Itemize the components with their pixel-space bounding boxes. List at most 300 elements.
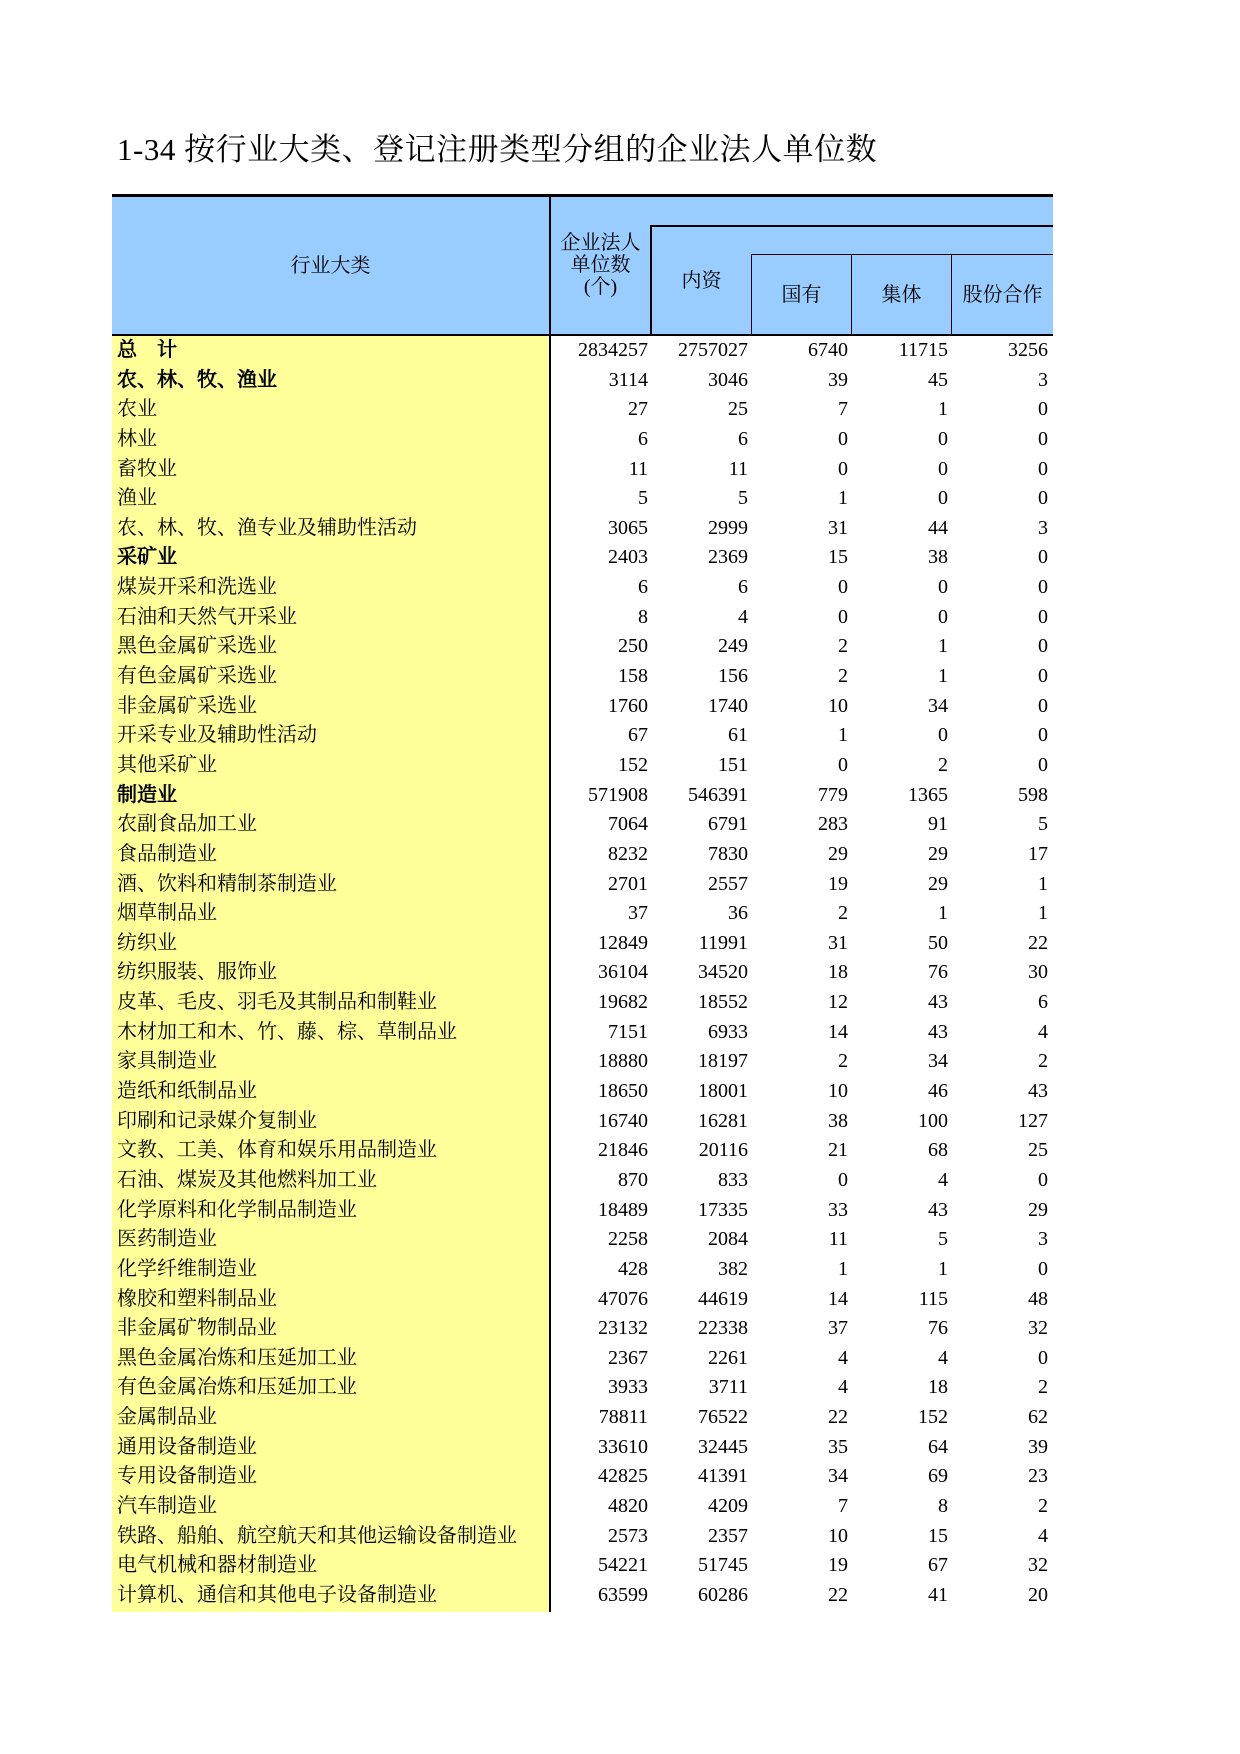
cell-total-units: 67 bbox=[628, 724, 648, 747]
cell-collective: 1 bbox=[938, 902, 948, 925]
cell-collective: 45 bbox=[928, 368, 948, 391]
header-total-line1: 企业法人 bbox=[560, 232, 641, 254]
table-row bbox=[112, 1462, 1053, 1492]
cell-total-units: 2403 bbox=[608, 546, 648, 569]
table-row bbox=[112, 1136, 1053, 1166]
row-industry-name: 黑色金属冶炼和压延加工业 bbox=[117, 1346, 357, 1369]
row-industry-name: 农业 bbox=[117, 398, 157, 421]
cell-total-units: 78811 bbox=[598, 1406, 648, 1429]
header-collective: 集体 bbox=[881, 284, 922, 306]
cell-state-owned: 0 bbox=[838, 576, 848, 599]
cell-collective: 76 bbox=[928, 1317, 948, 1340]
cell-total-units: 2573 bbox=[608, 1524, 648, 1547]
cell-state-owned: 33 bbox=[828, 1198, 848, 1221]
table-row bbox=[112, 662, 1053, 692]
cell-state-owned: 38 bbox=[828, 1109, 848, 1132]
table-row bbox=[112, 692, 1053, 722]
cell-total-units: 3114 bbox=[608, 368, 648, 391]
row-industry-name: 农副食品加工业 bbox=[117, 813, 257, 836]
row-industry-name: 酒、饮料和精制茶制造业 bbox=[117, 872, 337, 895]
row-industry-name: 木材加工和木、竹、藤、棕、草制品业 bbox=[117, 1020, 457, 1043]
table-row bbox=[112, 603, 1053, 633]
cell-state-owned: 11 bbox=[828, 1228, 848, 1251]
cell-state-owned: 19 bbox=[828, 1554, 848, 1577]
cell-joint-stock: 2 bbox=[1038, 1050, 1048, 1073]
cell-state-owned: 7 bbox=[838, 1494, 848, 1517]
table-row bbox=[112, 899, 1053, 929]
table-row bbox=[112, 1077, 1053, 1107]
table-row bbox=[112, 573, 1053, 603]
cell-domestic: 41391 bbox=[698, 1465, 748, 1488]
row-industry-name: 烟草制品业 bbox=[117, 902, 217, 925]
cell-joint-stock: 0 bbox=[1038, 398, 1048, 421]
header-industry: 行业大类 bbox=[290, 255, 371, 277]
cell-collective: 68 bbox=[928, 1139, 948, 1162]
row-industry-name: 黑色金属矿采选业 bbox=[117, 635, 277, 658]
cell-joint-stock: 23 bbox=[1028, 1465, 1048, 1488]
cell-state-owned: 283 bbox=[818, 813, 848, 836]
cell-state-owned: 35 bbox=[828, 1435, 848, 1458]
cell-joint-stock: 0 bbox=[1038, 487, 1048, 510]
row-industry-name: 煤炭开采和洗选业 bbox=[117, 576, 277, 599]
cell-collective: 76 bbox=[928, 961, 948, 984]
cell-state-owned: 2 bbox=[838, 665, 848, 688]
cell-joint-stock: 30 bbox=[1028, 961, 1048, 984]
cell-state-owned: 1 bbox=[838, 1257, 848, 1280]
table-row bbox=[112, 840, 1053, 870]
cell-domestic: 4209 bbox=[708, 1494, 748, 1517]
cell-collective: 67 bbox=[928, 1554, 948, 1577]
cell-domestic: 382 bbox=[718, 1257, 748, 1280]
table-row bbox=[112, 1344, 1053, 1374]
header-total-line2: 单位数 bbox=[570, 254, 631, 276]
cell-domestic: 546391 bbox=[688, 783, 748, 806]
cell-joint-stock: 0 bbox=[1038, 635, 1048, 658]
cell-total-units: 27 bbox=[628, 398, 648, 421]
row-industry-name: 计算机、通信和其他电子设备制造业 bbox=[117, 1583, 437, 1606]
table-row bbox=[112, 1522, 1053, 1552]
cell-domestic: 44619 bbox=[698, 1287, 748, 1310]
cell-joint-stock: 3 bbox=[1038, 1228, 1048, 1251]
table-row bbox=[112, 1314, 1053, 1344]
cell-joint-stock: 2 bbox=[1038, 1494, 1048, 1517]
cell-collective: 1365 bbox=[908, 783, 948, 806]
row-industry-name: 纺织服装、服饰业 bbox=[117, 961, 277, 984]
cell-collective: 152 bbox=[918, 1406, 948, 1429]
cell-joint-stock: 20 bbox=[1028, 1583, 1048, 1606]
cell-domestic: 34520 bbox=[698, 961, 748, 984]
header-state-owned: 国有 bbox=[781, 284, 822, 306]
row-industry-name: 农、林、牧、渔业 bbox=[117, 368, 277, 391]
cell-domestic: 6791 bbox=[708, 813, 748, 836]
row-industry-name: 橡胶和塑料制品业 bbox=[117, 1287, 277, 1310]
table-row bbox=[112, 1285, 1053, 1315]
cell-total-units: 23132 bbox=[598, 1317, 648, 1340]
cell-domestic: 2757027 bbox=[678, 339, 748, 361]
row-industry-name: 渔业 bbox=[117, 487, 157, 510]
cell-state-owned: 0 bbox=[838, 1168, 848, 1191]
cell-state-owned: 18 bbox=[828, 961, 848, 984]
cell-collective: 0 bbox=[938, 427, 948, 450]
cell-state-owned: 10 bbox=[828, 694, 848, 717]
table-row bbox=[112, 721, 1053, 751]
cell-joint-stock: 0 bbox=[1038, 724, 1048, 747]
table-row bbox=[112, 751, 1053, 781]
cell-domestic: 76522 bbox=[698, 1406, 748, 1429]
cell-domestic: 2999 bbox=[708, 516, 748, 539]
cell-state-owned: 0 bbox=[838, 457, 848, 480]
cell-collective: 91 bbox=[928, 813, 948, 836]
cell-domestic: 151 bbox=[718, 753, 748, 776]
table-row bbox=[112, 1433, 1053, 1463]
cell-domestic: 25 bbox=[728, 398, 748, 421]
cell-domestic: 36 bbox=[728, 902, 748, 925]
cell-collective: 44 bbox=[928, 516, 948, 539]
row-industry-name: 铁路、船舶、航空航天和其他运输设备制造业 bbox=[117, 1524, 517, 1547]
row-industry-name: 有色金属冶炼和压延加工业 bbox=[117, 1376, 357, 1399]
cell-total-units: 6 bbox=[638, 427, 648, 450]
cell-collective: 43 bbox=[928, 1020, 948, 1043]
cell-domestic: 2261 bbox=[708, 1346, 748, 1369]
row-industry-name: 皮革、毛皮、羽毛及其制品和制鞋业 bbox=[117, 991, 437, 1014]
cell-state-owned: 779 bbox=[818, 783, 848, 806]
row-industry-name: 其他采矿业 bbox=[117, 753, 217, 776]
cell-joint-stock: 0 bbox=[1038, 427, 1048, 450]
cell-state-owned: 31 bbox=[828, 931, 848, 954]
cell-collective: 4 bbox=[938, 1168, 948, 1191]
cell-joint-stock: 32 bbox=[1028, 1554, 1048, 1577]
row-industry-name: 开采专业及辅助性活动 bbox=[117, 724, 317, 747]
cell-total-units: 16740 bbox=[598, 1109, 648, 1132]
cell-collective: 43 bbox=[928, 1198, 948, 1221]
cell-collective: 4 bbox=[938, 1346, 948, 1369]
cell-joint-stock: 48 bbox=[1028, 1287, 1048, 1310]
table-row bbox=[112, 1403, 1053, 1433]
table-row bbox=[112, 929, 1053, 959]
table-row bbox=[112, 425, 1053, 455]
cell-domestic: 2084 bbox=[708, 1228, 748, 1251]
cell-total-units: 12849 bbox=[598, 931, 648, 954]
cell-state-owned: 22 bbox=[828, 1583, 848, 1606]
cell-joint-stock: 1 bbox=[1038, 872, 1048, 895]
cell-collective: 46 bbox=[928, 1080, 948, 1103]
cell-domestic: 61 bbox=[728, 724, 748, 747]
cell-total-units: 18880 bbox=[598, 1050, 648, 1073]
cell-domestic: 6 bbox=[738, 576, 748, 599]
table-row bbox=[112, 958, 1053, 988]
cell-collective: 38 bbox=[928, 546, 948, 569]
cell-joint-stock: 0 bbox=[1038, 1168, 1048, 1191]
cell-domestic: 18197 bbox=[698, 1050, 748, 1073]
cell-joint-stock: 17 bbox=[1028, 842, 1048, 865]
cell-collective: 41 bbox=[928, 1583, 948, 1606]
cell-total-units: 5 bbox=[638, 487, 648, 510]
cell-collective: 34 bbox=[928, 1050, 948, 1073]
row-industry-name: 化学纤维制造业 bbox=[117, 1257, 257, 1280]
cell-joint-stock: 0 bbox=[1038, 1346, 1048, 1369]
cell-joint-stock: 3256 bbox=[1008, 339, 1048, 361]
cell-total-units: 8232 bbox=[608, 842, 648, 865]
cell-total-units: 7151 bbox=[608, 1020, 648, 1043]
cell-collective: 64 bbox=[928, 1435, 948, 1458]
table-row bbox=[112, 1255, 1053, 1285]
cell-total-units: 3065 bbox=[608, 516, 648, 539]
cell-total-units: 33610 bbox=[598, 1435, 648, 1458]
cell-state-owned: 0 bbox=[838, 753, 848, 776]
cell-domestic: 1740 bbox=[708, 694, 748, 717]
header-total-units bbox=[551, 230, 650, 300]
table-row bbox=[112, 543, 1053, 573]
table-row bbox=[112, 336, 1053, 366]
row-industry-name: 纺织业 bbox=[117, 931, 177, 954]
cell-collective: 1 bbox=[938, 398, 948, 421]
cell-domestic: 6933 bbox=[708, 1020, 748, 1043]
cell-total-units: 42825 bbox=[598, 1465, 648, 1488]
cell-total-units: 7064 bbox=[608, 813, 648, 836]
cell-domestic: 4 bbox=[738, 605, 748, 628]
table-row bbox=[112, 1166, 1053, 1196]
cell-state-owned: 7 bbox=[838, 398, 848, 421]
table-body bbox=[112, 336, 1053, 1611]
cell-total-units: 47076 bbox=[598, 1287, 648, 1310]
row-industry-name: 金属制品业 bbox=[117, 1406, 217, 1429]
cell-state-owned: 34 bbox=[828, 1465, 848, 1488]
cell-collective: 2 bbox=[938, 753, 948, 776]
row-industry-name: 非金属矿物制品业 bbox=[117, 1317, 277, 1340]
cell-collective: 18 bbox=[928, 1376, 948, 1399]
cell-domestic: 32445 bbox=[698, 1435, 748, 1458]
cell-joint-stock: 2 bbox=[1038, 1376, 1048, 1399]
cell-collective: 11715 bbox=[898, 339, 948, 361]
cell-collective: 0 bbox=[938, 457, 948, 480]
cell-total-units: 4820 bbox=[608, 1494, 648, 1517]
table-row bbox=[112, 1225, 1053, 1255]
cell-total-units: 37 bbox=[628, 902, 648, 925]
cell-state-owned: 37 bbox=[828, 1317, 848, 1340]
row-industry-name: 电气机械和器材制造业 bbox=[117, 1554, 317, 1577]
cell-collective: 50 bbox=[928, 931, 948, 954]
cell-domestic: 6 bbox=[738, 427, 748, 450]
cell-state-owned: 0 bbox=[838, 427, 848, 450]
row-industry-name: 畜牧业 bbox=[117, 457, 177, 480]
cell-state-owned: 29 bbox=[828, 842, 848, 865]
cell-total-units: 36104 bbox=[598, 961, 648, 984]
cell-state-owned: 21 bbox=[828, 1139, 848, 1162]
cell-total-units: 2701 bbox=[608, 872, 648, 895]
row-industry-name: 总 计 bbox=[117, 339, 177, 361]
cell-state-owned: 22 bbox=[828, 1406, 848, 1429]
cell-total-units: 250 bbox=[618, 635, 648, 658]
cell-collective: 69 bbox=[928, 1465, 948, 1488]
row-industry-name: 通用设备制造业 bbox=[117, 1435, 257, 1458]
table-row bbox=[112, 484, 1053, 514]
table-row bbox=[112, 1107, 1053, 1137]
cell-state-owned: 4 bbox=[838, 1376, 848, 1399]
row-industry-name: 制造业 bbox=[117, 783, 177, 806]
page-title: 1-34 按行业大类、登记注册类型分组的企业法人单位数 bbox=[117, 132, 878, 167]
cell-domestic: 51745 bbox=[698, 1554, 748, 1577]
cell-state-owned: 19 bbox=[828, 872, 848, 895]
cell-domestic: 3711 bbox=[708, 1376, 748, 1399]
cell-collective: 5 bbox=[938, 1228, 948, 1251]
row-industry-name: 农、林、牧、渔专业及辅助性活动 bbox=[117, 516, 417, 539]
cell-domestic: 3046 bbox=[708, 368, 748, 391]
cell-domestic: 16281 bbox=[698, 1109, 748, 1132]
cell-collective: 1 bbox=[938, 1257, 948, 1280]
cell-joint-stock: 62 bbox=[1028, 1406, 1048, 1429]
table-row bbox=[112, 1581, 1053, 1611]
cell-state-owned: 14 bbox=[828, 1287, 848, 1310]
cell-domestic: 60286 bbox=[698, 1583, 748, 1606]
cell-state-owned: 12 bbox=[828, 991, 848, 1014]
row-industry-name: 食品制造业 bbox=[117, 842, 217, 865]
cell-domestic: 833 bbox=[718, 1168, 748, 1191]
cell-joint-stock: 3 bbox=[1038, 368, 1048, 391]
cell-joint-stock: 1 bbox=[1038, 902, 1048, 925]
cell-joint-stock: 29 bbox=[1028, 1198, 1048, 1221]
cell-joint-stock: 0 bbox=[1038, 546, 1048, 569]
cell-collective: 15 bbox=[928, 1524, 948, 1547]
cell-domestic: 2557 bbox=[708, 872, 748, 895]
cell-total-units: 158 bbox=[618, 665, 648, 688]
table-row bbox=[112, 514, 1053, 544]
cell-total-units: 18489 bbox=[598, 1198, 648, 1221]
table-row bbox=[112, 1047, 1053, 1077]
cell-joint-stock: 25 bbox=[1028, 1139, 1048, 1162]
cell-total-units: 3933 bbox=[608, 1376, 648, 1399]
cell-total-units: 2258 bbox=[608, 1228, 648, 1251]
table-row bbox=[112, 988, 1053, 1018]
cell-joint-stock: 127 bbox=[1018, 1109, 1048, 1132]
cell-collective: 8 bbox=[938, 1494, 948, 1517]
cell-collective: 29 bbox=[928, 872, 948, 895]
table-row bbox=[112, 455, 1053, 485]
cell-collective: 115 bbox=[918, 1287, 948, 1310]
cell-joint-stock: 4 bbox=[1038, 1020, 1048, 1043]
cell-total-units: 18650 bbox=[598, 1080, 648, 1103]
cell-total-units: 63599 bbox=[598, 1583, 648, 1606]
cell-state-owned: 2 bbox=[838, 902, 848, 925]
cell-state-owned: 39 bbox=[828, 368, 848, 391]
cell-state-owned: 10 bbox=[828, 1080, 848, 1103]
table-row bbox=[112, 781, 1053, 811]
cell-total-units: 1760 bbox=[608, 694, 648, 717]
header-domestic: 内资 bbox=[681, 270, 722, 292]
header-joint-stock: 股份合作 bbox=[962, 284, 1043, 306]
cell-total-units: 11 bbox=[628, 457, 648, 480]
table-row bbox=[112, 810, 1053, 840]
cell-collective: 0 bbox=[938, 487, 948, 510]
cell-state-owned: 6740 bbox=[808, 339, 848, 361]
cell-total-units: 54221 bbox=[598, 1554, 648, 1577]
cell-joint-stock: 6 bbox=[1038, 991, 1048, 1014]
cell-total-units: 8 bbox=[638, 605, 648, 628]
cell-joint-stock: 39 bbox=[1028, 1435, 1048, 1458]
cell-joint-stock: 0 bbox=[1038, 605, 1048, 628]
cell-state-owned: 10 bbox=[828, 1524, 848, 1547]
row-industry-name: 汽车制造业 bbox=[117, 1494, 217, 1517]
cell-domestic: 156 bbox=[718, 665, 748, 688]
cell-domestic: 18552 bbox=[698, 991, 748, 1014]
cell-total-units: 428 bbox=[618, 1257, 648, 1280]
cell-joint-stock: 0 bbox=[1038, 694, 1048, 717]
cell-total-units: 571908 bbox=[588, 783, 648, 806]
cell-joint-stock: 43 bbox=[1028, 1080, 1048, 1103]
cell-state-owned: 2 bbox=[838, 1050, 848, 1073]
cell-domestic: 22338 bbox=[698, 1317, 748, 1340]
cell-joint-stock: 0 bbox=[1038, 576, 1048, 599]
cell-domestic: 11 bbox=[728, 457, 748, 480]
cell-total-units: 2834257 bbox=[578, 339, 648, 361]
cell-collective: 0 bbox=[938, 724, 948, 747]
row-industry-name: 化学原料和化学制品制造业 bbox=[117, 1198, 357, 1221]
row-industry-name: 石油和天然气开采业 bbox=[117, 605, 297, 628]
row-industry-name: 采矿业 bbox=[117, 546, 177, 569]
cell-total-units: 152 bbox=[618, 753, 648, 776]
cell-state-owned: 15 bbox=[828, 546, 848, 569]
cell-total-units: 2367 bbox=[608, 1346, 648, 1369]
cell-collective: 43 bbox=[928, 991, 948, 1014]
cell-state-owned: 1 bbox=[838, 724, 848, 747]
row-industry-name: 专用设备制造业 bbox=[117, 1465, 257, 1488]
row-industry-name: 家具制造业 bbox=[117, 1050, 217, 1073]
cell-collective: 34 bbox=[928, 694, 948, 717]
row-industry-name: 非金属矿采选业 bbox=[117, 694, 257, 717]
table-row bbox=[112, 1196, 1053, 1226]
cell-domestic: 7830 bbox=[708, 842, 748, 865]
cell-domestic: 2357 bbox=[708, 1524, 748, 1547]
cell-state-owned: 31 bbox=[828, 516, 848, 539]
cell-state-owned: 14 bbox=[828, 1020, 848, 1043]
table-row bbox=[112, 366, 1053, 396]
cell-joint-stock: 4 bbox=[1038, 1524, 1048, 1547]
cell-state-owned: 0 bbox=[838, 605, 848, 628]
cell-domestic: 17335 bbox=[698, 1198, 748, 1221]
table-row bbox=[112, 632, 1053, 662]
cell-state-owned: 2 bbox=[838, 635, 848, 658]
row-industry-name: 有色金属矿采选业 bbox=[117, 665, 277, 688]
row-industry-name: 造纸和纸制品业 bbox=[117, 1080, 257, 1103]
table-row bbox=[112, 395, 1053, 425]
cell-joint-stock: 0 bbox=[1038, 1257, 1048, 1280]
cell-state-owned: 1 bbox=[838, 487, 848, 510]
row-industry-name: 林业 bbox=[117, 427, 157, 450]
cell-joint-stock: 32 bbox=[1028, 1317, 1048, 1340]
cell-total-units: 21846 bbox=[598, 1139, 648, 1162]
cell-joint-stock: 0 bbox=[1038, 753, 1048, 776]
row-industry-name: 文教、工美、体育和娱乐用品制造业 bbox=[117, 1139, 437, 1162]
cell-domestic: 11991 bbox=[698, 931, 748, 954]
cell-joint-stock: 598 bbox=[1018, 783, 1048, 806]
cell-total-units: 870 bbox=[618, 1168, 648, 1191]
table-row bbox=[112, 1018, 1053, 1048]
cell-domestic: 20116 bbox=[698, 1139, 748, 1162]
header-total-line3: (个) bbox=[583, 276, 618, 298]
table-row bbox=[112, 1492, 1053, 1522]
cell-joint-stock: 22 bbox=[1028, 931, 1048, 954]
cell-domestic: 249 bbox=[718, 635, 748, 658]
table-row bbox=[112, 1373, 1053, 1403]
table-row bbox=[112, 870, 1053, 900]
cell-collective: 0 bbox=[938, 576, 948, 599]
cell-joint-stock: 0 bbox=[1038, 665, 1048, 688]
cell-collective: 1 bbox=[938, 665, 948, 688]
cell-collective: 100 bbox=[918, 1109, 948, 1132]
cell-collective: 1 bbox=[938, 635, 948, 658]
cell-domestic: 18001 bbox=[698, 1080, 748, 1103]
cell-total-units: 6 bbox=[638, 576, 648, 599]
row-industry-name: 印刷和记录媒介复制业 bbox=[117, 1109, 317, 1132]
